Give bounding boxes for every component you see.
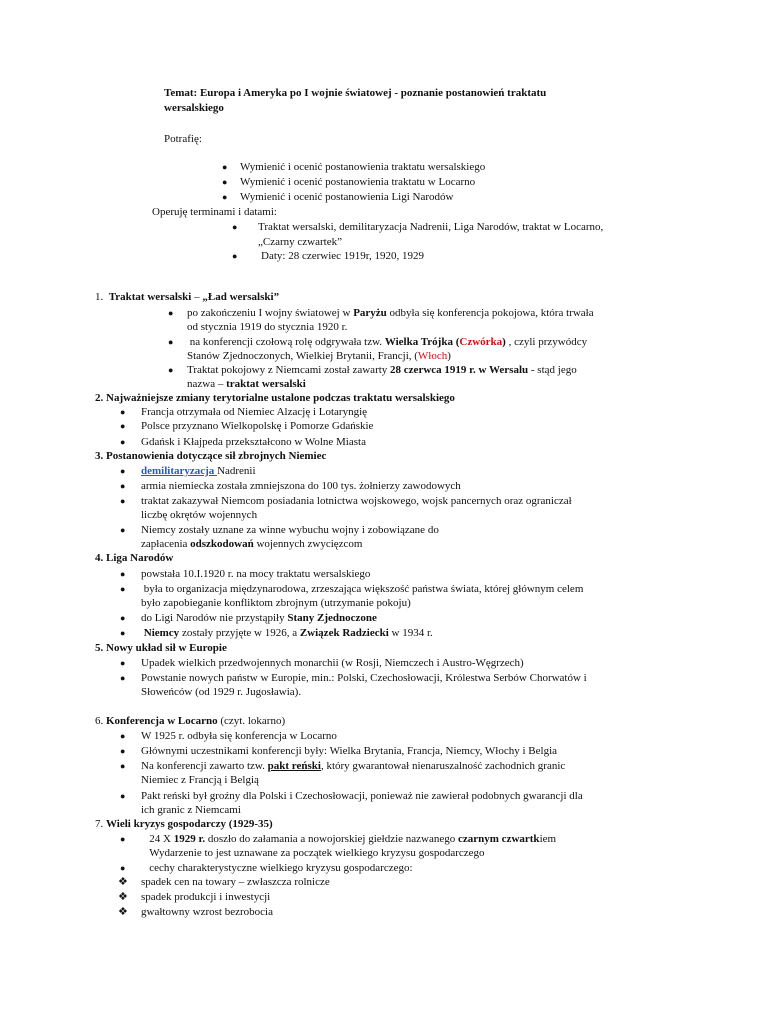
bullet-dot: ● — [120, 863, 126, 873]
section4-heading: 4. Liga Narodów — [95, 552, 174, 564]
s3-bullet1: demilitaryzacja Nadrenii — [141, 465, 256, 477]
bullet-dot: ● — [120, 437, 126, 447]
bullet-dot: ● — [120, 613, 126, 623]
s6-bullet2: Głównymi uczestnikami konferencji były: Wielka Brytania, Francja, Niemcy, Włochy i Belgia — [141, 745, 558, 757]
s4-bullet2-line2: było zapobieganie konfliktom zbrojnym (utrzymanie pokoju) — [141, 597, 411, 609]
section3-heading: 3. Postanowienia dotyczące sił zbrojnych Niemiec — [95, 450, 327, 462]
bullet-dot: ● — [222, 177, 228, 187]
bullet-dot: ● — [120, 673, 126, 683]
terms-intro: Operuję terminami i datami: — [152, 206, 277, 218]
dates-line: Daty: 28 czerwiec 1919r, 1920, 1929 — [261, 250, 424, 262]
bullet-dot: ● — [168, 308, 174, 318]
s7-bullet2: cechy charakterystyczne wielkiego kryzysu gospodarczego: — [149, 862, 413, 874]
s4-bullet4: Niemcy zostały przyjęte w 1926, a Związek Radziecki w 1934 r. — [143, 627, 433, 639]
s7-bullet1-line1: 24 X 1929 r. doszło do załamania a nowojorskiej giełdzie nazwanego czarnym czwartkiem — [149, 833, 557, 845]
section1-heading: 1. Traktat wersalski – „Ład wersalski” — [95, 291, 280, 303]
topic-title-line1: Temat: Europa i Ameryka po I wojnie światowej - poznanie postanowień traktatu — [164, 87, 547, 99]
section6-heading: 6. Konferencja w Locarno (czyt. lokarno) — [95, 715, 286, 727]
bullet-dot: ● — [120, 584, 126, 594]
section7-heading: 7. Wieli kryzys gospodarczy (1929-35) — [95, 818, 273, 830]
s5-bullet2-line1: Powstanie nowych państw w Europie, min.: Polski, Czechosłowacji, Królestwa Serbów Chorwatów i — [141, 672, 587, 684]
bullet-dot: ● — [120, 407, 126, 417]
bullet-dot: ● — [120, 525, 126, 535]
s5-bullet2-line2: Słoweńców (od 1929 r. Jugosławia). — [141, 686, 302, 698]
diamond-bullet-icon: ❖ — [118, 876, 128, 888]
s3-bullet2: armia niemiecka została zmniejszona do 100 tys. żołnierzy zawodowych — [141, 480, 461, 492]
bullet-dot: ● — [120, 761, 126, 771]
s4-bullet3: do Ligi Narodów nie przystąpiły Stany Zjednoczone — [141, 612, 377, 624]
bullet-dot: ● — [120, 466, 126, 476]
s6-bullet3-line1: Na konferencji zawarto tzw. pakt reński, który gwarantował nienaruszalność zachodnich granic — [141, 760, 566, 772]
goal-item: Wymienić i ocenić postanowienia traktatu wersalskiego — [240, 161, 486, 173]
bullet-dot: ● — [120, 628, 126, 638]
s1-bullet1-line2: od stycznia 1919 do stycznia 1920 r. — [187, 321, 348, 333]
s7-diamond-item: spadek cen na towary – zwłaszcza rolnicze — [141, 876, 330, 888]
diamond-bullet-icon: ❖ — [118, 906, 128, 918]
section2-heading: 2. Najważniejsze zmiany terytorialne ustalone podczas traktatu wersalskiego — [95, 392, 455, 404]
bullet-dot: ● — [120, 658, 126, 668]
demilitaryzacja-link[interactable]: demilitaryzacja — [141, 465, 218, 477]
s1-bullet2-line1: na konferencji czołową rolę odgrywała tzw. Wielka Trójka (Czwórka) , czyli przywódcy — [189, 336, 588, 348]
s1-bullet2-line2: Stanów Zjednoczonych, Wielkiej Brytanii, Francji, (Włoch) — [187, 350, 451, 362]
goal-item: Wymienić i ocenić postanowienia traktatu w Locarno — [240, 176, 476, 188]
s2-item: Polsce przyznano Wielkopolskę i Pomorze Gdańskie — [141, 420, 374, 432]
s4-bullet2-line1: była to organizacja międzynarodowa, zrzeszająca większość państwa świata, której głównym celem — [143, 583, 584, 595]
s3-bullet4-line2: zapłacenia odszkodowań wojennych zwycięzcom — [141, 538, 363, 550]
s5-bullet1: Upadek wielkich przedwojennych monarchii (w Rosji, Niemczech i Austro-Węgrzech) — [141, 657, 524, 669]
terms-line1: Traktat wersalski, demilitaryzacja Nadrenii, Liga Narodów, traktat w Locarno, — [258, 221, 604, 233]
diamond-bullet-icon: ❖ — [118, 891, 128, 903]
topic-title-line2: wersalskiego — [164, 102, 224, 114]
bullet-dot: ● — [120, 834, 126, 844]
s6-bullet1: W 1925 r. odbyła się konferencja w Locarno — [141, 730, 337, 742]
bullet-dot: ● — [120, 731, 126, 741]
s2-item: Francja otrzymała od Niemiec Alzację i Lotaryngię — [141, 406, 368, 418]
s2-item: Gdańsk i Kłajpeda przekształcono w Wolne Miasta — [141, 436, 366, 448]
section5-heading: 5. Nowy układ sił w Europie — [95, 642, 227, 654]
bullet-dot: ● — [120, 496, 126, 506]
s6-bullet4-line1: Pakt reński był groźny dla Polski i Czechosłowacji, ponieważ nie zawierał podobnych gwarancji dla — [141, 790, 583, 802]
bullet-dot: ● — [120, 746, 126, 756]
terms-line2: „Czarny czwartek” — [258, 236, 342, 248]
bullet-dot: ● — [232, 251, 238, 261]
s4-bullet1: powstała 10.I.1920 r. na mocy traktatu wersalskiego — [141, 568, 371, 580]
s6-bullet3-line2: Niemiec z Francją i Belgią — [141, 774, 259, 786]
goal-item: Wymienić i ocenić postanowienia Ligi Narodów — [240, 191, 454, 203]
s6-bullet4-line2: ich granic z Niemcami — [141, 804, 241, 816]
bullet-dot: ● — [168, 337, 174, 347]
bullet-dot: ● — [168, 365, 174, 375]
bullet-dot: ● — [222, 192, 228, 202]
bullet-dot: ● — [120, 481, 126, 491]
s7-diamond-item: spadek produkcji i inwestycji — [141, 891, 271, 903]
s1-bullet3-line1: Traktat pokojowy z Niemcami został zawarty 28 czerwca 1919 r. w Wersalu - stąd jego — [187, 364, 577, 376]
s7-bullet1-line2: Wydarzenie to jest uznawane za początek wielkiego kryzysu gospodarczego — [149, 847, 485, 859]
s3-bullet4-line1: Niemcy zostały uznane za winne wybuchu wojny i zobowiązane do — [141, 524, 439, 536]
potrafie-label: Potrafię: — [164, 133, 202, 145]
s3-bullet3-line2: liczbę okrętów wojennych — [141, 509, 258, 521]
s3-bullet3-line1: traktat zakazywał Niemcom posiadania lotnictwa wojskowego, wojsk pancernych oraz ograniczał — [141, 495, 572, 507]
bullet-dot: ● — [120, 421, 126, 431]
bullet-dot: ● — [222, 162, 228, 172]
bullet-dot: ● — [120, 569, 126, 579]
s7-diamond-item: gwałtowny wzrost bezrobocia — [141, 906, 273, 918]
bullet-dot: ● — [120, 791, 126, 801]
s1-bullet1-line1: po zakończeniu I wojny światowej w Paryżu odbyła się konferencja pokojowa, która trwała — [187, 307, 594, 319]
bullet-dot: ● — [232, 222, 238, 232]
s1-bullet3-line2: nazwa – traktat wersalski — [187, 378, 306, 390]
